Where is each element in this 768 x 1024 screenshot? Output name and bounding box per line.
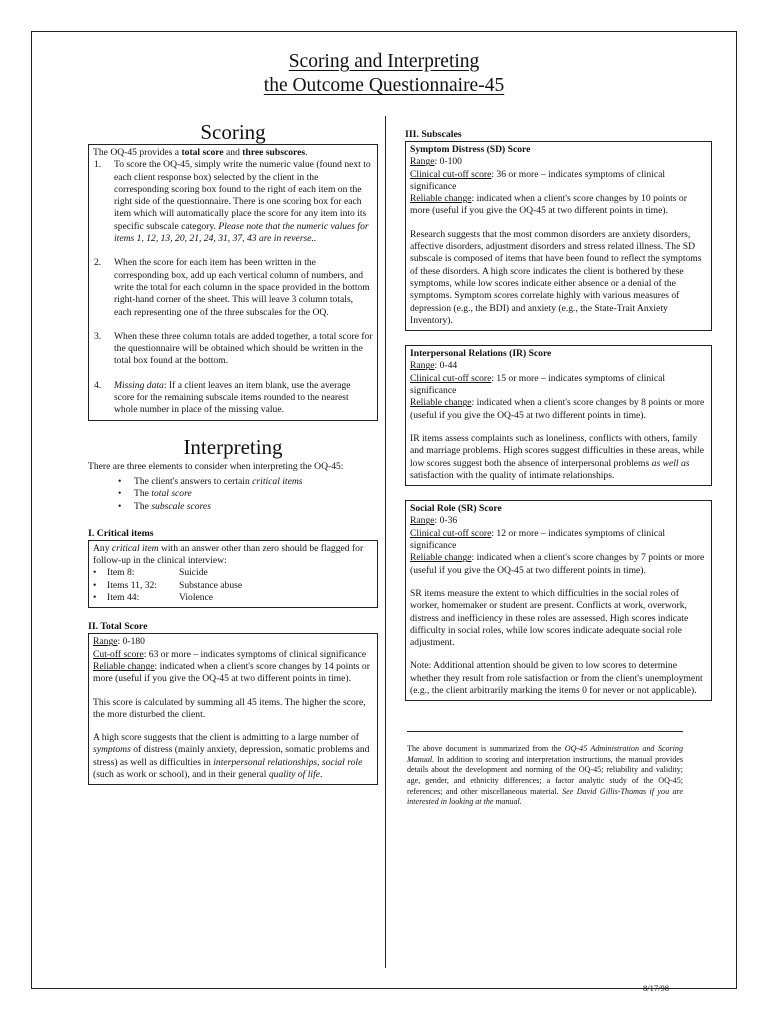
scoring-step-2: 2. When the score for each item has been written in the corresponding box, add up each vertical column of numbers, and write the total for each column in the space provided in the bottom right-hand corner of the sheet. This will leave 3 column totals, each representing one of the three subscales for the OQ. (94, 257, 370, 318)
list-item: • The subscale scores (118, 500, 211, 512)
ir-title: Interpersonal Relations (IR) Score (410, 348, 552, 360)
sd-body: Research suggests that the most common disorders are anxiety disorders, affective disorders, adjustment disorders and stress related illness. The SD subscale is composed of items that have been found to reflect the symptoms of these disorders. A high score indicates the client is bothered by these symptoms, while low scores indicate either absence or a denial of the symptoms. Symptom scores correlate highly with various measures of depression (e.g., the BDI) and anxiety (e.g., the State-Trait Anxiety Inventory). (410, 228, 702, 326)
ir-score-box (405, 345, 712, 486)
title-line-2: the Outcome Questionnaire-45 (263, 75, 505, 96)
document-page (31, 31, 737, 993)
total-range: Range: 0-180 (93, 636, 145, 648)
sr-range: Range: 0-36 (410, 515, 458, 527)
total-score-box (88, 633, 378, 785)
right-column (405, 128, 712, 808)
sd-cutoff: Clinical cut-off score: 36 or more – indicates symptoms of clinical significance (410, 168, 666, 192)
sd-reliable-change: Reliable change: indicated when a client's score changes by 10 points or more (useful if you give the OQ-45 at two different points in time). (410, 193, 687, 217)
scoring-step-1: 1. To score the OQ-45, simply write the numeric value (found next to each client response box) selected by the client in the corresponding scoring box found to the right of each item on the right side of the questionnaire. There is one scoring box for each item which will automatically place the score for any item into its specific subscale category. Please note that the numeric values for items 1, 12, 13, 20, 21, 24, 31, 37, 43 are in reverse.. (94, 159, 371, 245)
ir-reliable-change: Reliable change: indicated when a client's score changes by 8 points or more (useful if you give the OQ-45 at two different points in time). (410, 397, 705, 421)
total-cutoff: Cut-off score: 63 or more – indicates symptoms of clinical significance (93, 648, 367, 660)
left-column (88, 120, 378, 785)
list-item: • Item 44: Violence (93, 592, 214, 604)
total-score-heading: II. Total Score (88, 621, 148, 633)
total-reliable-change: Reliable change: indicated when a client's score changes by 14 points or more (useful if you give the OQ-45 at two different points in time). (93, 660, 370, 685)
total-paragraph-1: This score is calculated by summing all 45 items. The higher the score, the more disturbed the client. (93, 696, 366, 720)
page-title (32, 50, 736, 98)
sr-cutoff: Clinical cut-off score: 12 or more – indicates symptoms of clinical significance (410, 527, 666, 552)
sr-reliable-change: Reliable change: indicated when a client's score changes by 7 points or more (useful if you give the OQ-45 at two different points in time). (410, 552, 705, 576)
footnote: The above document is summarized from the OQ-45 Administration and Scoring Manual. In addition to scoring and interpretation instructions, the manual provides details about the development and norming of the OQ-45; reliability and validity; age, gender, and ethnicity differences; a factor analytic study of the OQ-45; references; and other miscellaneous material. See David Gillis-Thomas if you are interested in looking at the manual. (407, 744, 683, 807)
scoring-intro: The OQ-45 provides a total score and three subscores. (93, 147, 308, 158)
list-item: • The total score (118, 488, 192, 500)
critical-items-box (88, 540, 378, 608)
ir-body: IR items assess complaints such as loneliness, conflicts with others, family and marriage problems. High scores suggest difficulties in these areas, while low scores suggest both the absence of interpersonal problems as well as satisfaction with the quality of intimate relationships. (410, 432, 704, 481)
sr-title: Social Role (SR) Score (410, 503, 502, 515)
scoring-step-4: 4. Missing data: If a client leaves an item blank, use the average score for the remaining subscale items rounded to the nearest whole number in place of the missing value. (94, 379, 351, 416)
sr-body: SR items measure the extent to which difficulties in the social roles of worker, homemaker or student are present. Conflicts at work, overwork, distress and inefficiency in these roles are assessed. High scores indicate difficulty in social roles, while low scores indicate adequate social role adjustment. (410, 587, 689, 649)
sd-range: Range: 0-100 (410, 156, 462, 168)
subscales-heading: III. Subscales (405, 129, 462, 140)
sd-title: Symptom Distress (SD) Score (410, 144, 531, 155)
critical-items-list (93, 567, 373, 604)
scoring-heading: Scoring (200, 120, 266, 144)
footnote-rule (407, 731, 683, 732)
ir-range: Range: 0-44 (410, 360, 458, 372)
sd-score-box (405, 141, 712, 331)
critical-items-heading: I. Critical items (88, 527, 154, 539)
sr-note: Note: Additional attention should be given to low scores to determine whether they result from role satisfaction or from the client's unemployment (e.g., the client arbitrarily marking the items 0 for never or not applicable). (410, 660, 703, 696)
list-item: • Item 8: Suicide (93, 567, 208, 579)
column-divider (385, 116, 386, 968)
interpreting-list (88, 476, 378, 513)
scoring-box (88, 144, 378, 421)
interpreting-intro: There are three elements to consider when interpreting the OQ-45: (88, 460, 344, 472)
total-paragraph-2: A high score suggests that the client is admitting to a large number of symptoms of distress (mainly anxiety, depression, somatic problems and stress) as well as difficulties in interpersonal relationships, social role (such as work or school), and in their general quality of life. (93, 732, 370, 780)
list-item: • The client's answers to certain critical items (118, 475, 303, 487)
ir-cutoff: Clinical cut-off score: 15 or more – indicates symptoms of clinical significance (410, 372, 666, 397)
critical-items-text: Any critical item with an answer other than zero should be flagged for follow-up in the clinical interview: (93, 542, 364, 567)
title-line-1: Scoring and Interpreting (288, 51, 480, 72)
sr-score-box (405, 500, 712, 701)
list-item: • Items 11, 32: Substance abuse (93, 579, 243, 591)
scoring-step-3: 3. When these three column totals are added together, a total score for the questionnaire will be obtained which should be written in the total box found at the bottom. (94, 330, 373, 367)
interpreting-heading: Interpreting (183, 434, 283, 459)
document-date: 8/17/98 (643, 983, 669, 993)
